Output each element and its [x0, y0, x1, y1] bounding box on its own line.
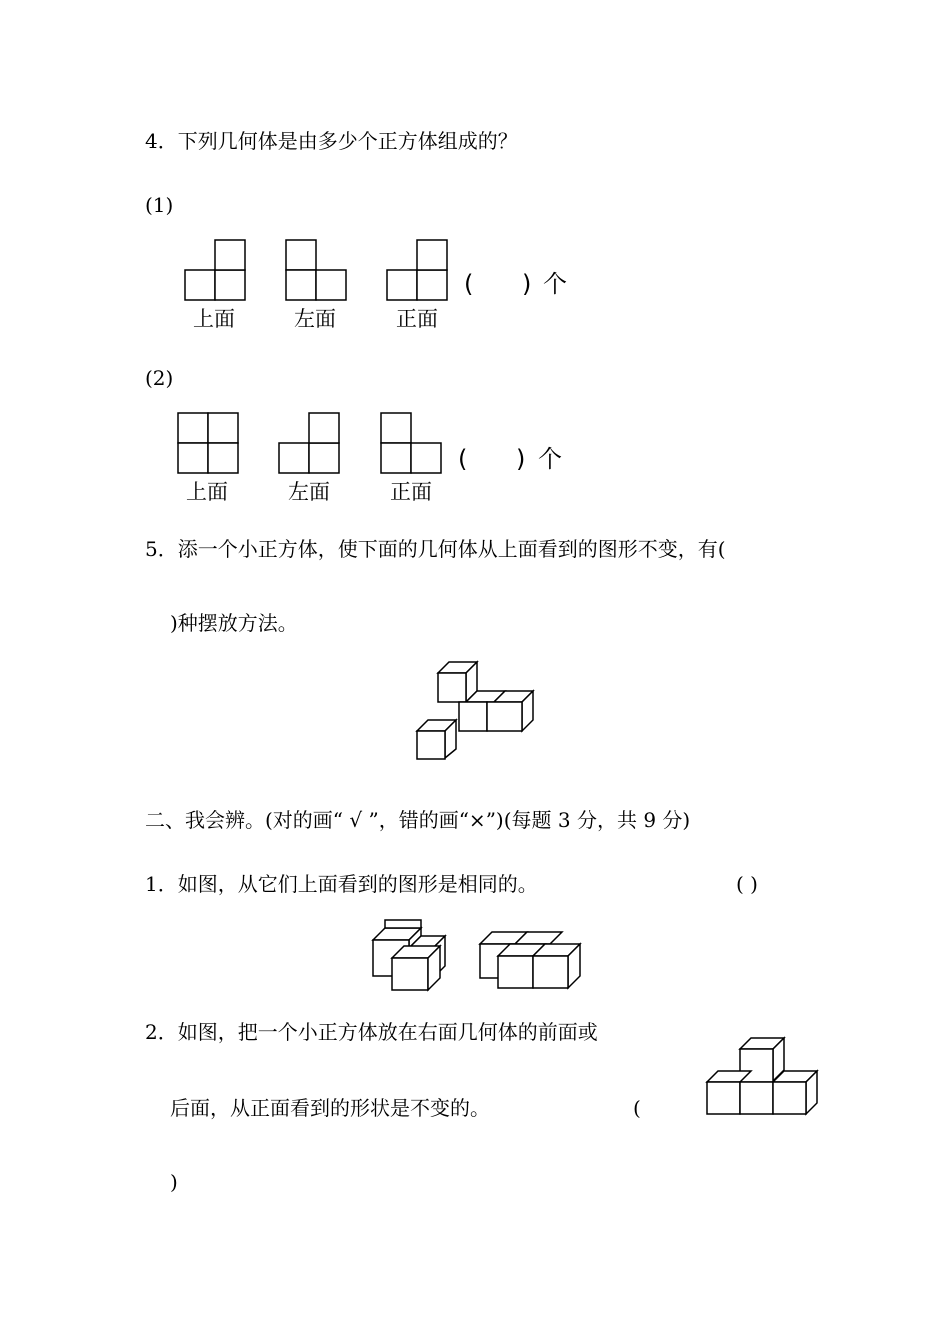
p1-top-view	[184, 239, 248, 303]
s2-item1-paren: ( )	[736, 872, 758, 896]
p1-answer-unit: 个	[543, 270, 567, 298]
s2-item2-paren-close: )	[170, 1170, 178, 1194]
s2-item2-paren-open: (	[633, 1096, 641, 1120]
p2-left-view	[278, 412, 342, 476]
s2-item1-right-figure	[479, 930, 581, 992]
p2-view-label-left: 左面	[288, 480, 330, 504]
p2-answer-close: )	[516, 445, 526, 473]
section2-heading: 二、我会辨。(对的画“ √ ”，错的画“×”)(每题 3 分，共 9 分)	[145, 808, 691, 832]
s2-item2-line1: 2．如图，把一个小正方体放在右面几何体的前面或	[145, 1020, 598, 1044]
q4-part1-label: (1)	[145, 193, 174, 217]
p1-front-view	[386, 239, 450, 303]
p1-answer-open: (	[464, 270, 474, 298]
q5-line2: )种摆放方法。	[170, 611, 298, 635]
p2-front-view	[380, 412, 444, 476]
p2-answer-unit: 个	[538, 445, 562, 473]
p1-left-view	[285, 239, 349, 303]
s2-item1-left-figure	[372, 918, 452, 993]
p1-view-label-left: 左面	[294, 307, 336, 331]
p1-answer-close: )	[522, 270, 532, 298]
s2-item1-text: 1．如图，从它们上面看到的图形是相同的。	[145, 872, 538, 896]
q5-line1: 5．添一个小正方体，使下面的几何体从上面看到的图形不变，有(	[145, 537, 726, 561]
p2-view-label-top: 上面	[186, 480, 228, 504]
p1-view-label-front: 正面	[396, 307, 438, 331]
p2-top-view	[177, 412, 241, 476]
s2-item2-figure	[706, 1035, 821, 1117]
q5-cube-structure	[415, 658, 530, 760]
q4-part2-label: (2)	[145, 366, 174, 390]
p2-answer-open: (	[458, 445, 468, 473]
q4-title: 4．下列几何体是由多少个正方体组成的？	[145, 129, 518, 153]
s2-item2-line2: 后面，从正面看到的形状是不变的。	[170, 1096, 490, 1120]
p2-view-label-front: 正面	[390, 480, 432, 504]
p1-view-label-top: 上面	[193, 307, 235, 331]
